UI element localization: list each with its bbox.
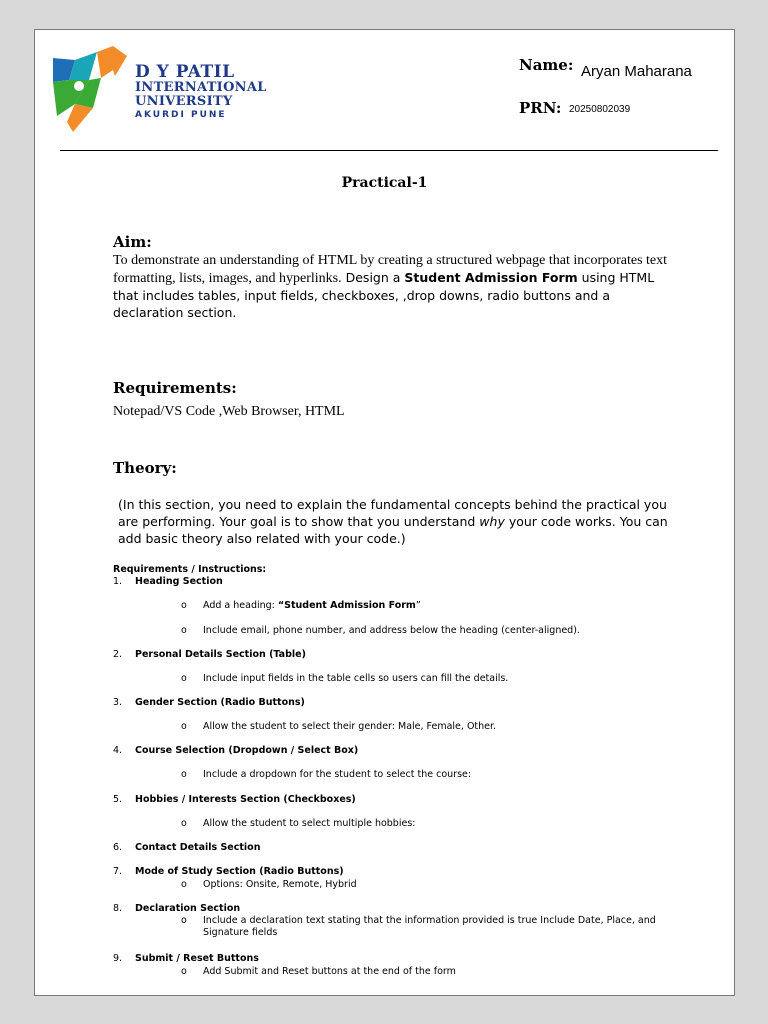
list-item-label: Contact Details Section (135, 842, 261, 853)
sub-item-text: Include a dropdown for the student to select the course: (203, 769, 472, 780)
list-item-number: 5. (113, 794, 123, 805)
bullet-icon: o (181, 966, 187, 977)
sub-list-item (181, 915, 673, 939)
sub-item-text: Add a heading: (203, 600, 278, 611)
aim-heading: Aim: (113, 233, 152, 251)
university-name-line2: INTERNATIONAL (135, 80, 267, 95)
list-item-number: 9. (113, 953, 123, 964)
aim-text-intro: To demonstrate an understanding of HTML by creating a structured webpage that incorporates text formatting, lists, images, and hyperlinks. (113, 253, 668, 286)
aim-text-part-b: using HTML that includes tables, input fields, checkboxes, ,drop downs, radio buttons and a declaration section. (113, 270, 655, 320)
sub-item-text: Include a declaration text stating that the information provided is true Include Date, Place, and Signature fields (203, 915, 656, 938)
list-item-number: 7. (113, 866, 123, 877)
sub-item-text: Add Submit and Reset buttons at the end of the form (203, 966, 456, 977)
list-item-number: 8. (113, 903, 123, 914)
instructions-list (113, 564, 673, 977)
bullet-icon: o (181, 721, 187, 732)
list-item (113, 842, 260, 854)
instructions-heading: Requirements / Instructions: (113, 564, 267, 575)
sub-list-item (181, 721, 651, 733)
sub-list-item (181, 600, 651, 612)
theory-text-part-b: your code works. You can add basic theory also related with your code.) (118, 514, 668, 546)
name-label: Name: (519, 56, 574, 74)
theory-text (118, 496, 678, 547)
list-item-label: Submit / Reset Buttons (135, 953, 259, 964)
list-item (113, 649, 306, 661)
prn-label: PRN: (519, 99, 562, 117)
requirements-text: Notepad/VS Code ,Web Browser, HTML (113, 404, 345, 419)
list-item-number: 2. (113, 649, 123, 660)
name-value: Aryan Maharana (581, 63, 692, 80)
list-item-label: Heading Section (135, 576, 223, 587)
university-name (135, 64, 267, 121)
sub-list-item (181, 879, 651, 891)
list-item-label: Gender Section (Radio Buttons) (135, 697, 305, 708)
practical-title: Practical-1 (341, 175, 428, 191)
bullet-icon: o (181, 769, 187, 780)
theory-text-part-a: (In this section, you need to explain the fundamental concepts behind the practical you are performing. Your goal is to show that you understand (118, 497, 667, 529)
theory-heading: Theory: (113, 459, 177, 477)
list-item-label: Mode of Study Section (Radio Buttons) (135, 866, 344, 877)
list-item-label: Personal Details Section (Table) (135, 649, 306, 660)
list-item (113, 576, 223, 588)
university-name-line3: UNIVERSITY (135, 94, 233, 109)
requirements-heading: Requirements: (113, 379, 237, 397)
list-item (113, 697, 305, 709)
university-logo (53, 46, 293, 136)
aim-text-part-a: Design a (341, 270, 405, 285)
theory-text-emphasis: why (479, 514, 505, 529)
list-item-label: Hobbies / Interests Section (Checkboxes) (135, 794, 356, 805)
sub-list-item (181, 818, 651, 830)
list-item (113, 953, 259, 965)
sub-item-text-end: ” (415, 600, 421, 611)
sub-list-item (181, 769, 651, 781)
list-item-number: 4. (113, 745, 123, 756)
list-item (113, 794, 356, 806)
university-location: AKURDI PUNE (135, 110, 227, 120)
sub-item-bold: “Student Admission Form (277, 600, 416, 611)
prn-value: 20250802039 (569, 104, 631, 115)
university-name-line1: D Y PATIL (135, 62, 235, 82)
bullet-icon: o (181, 673, 187, 684)
list-item-number: 3. (113, 697, 123, 708)
sub-item-text: Options: Onsite, Remote, Hybrid (203, 879, 357, 890)
sub-item-text: Allow the student to select multiple hobbies: (203, 818, 416, 829)
bullet-icon: o (181, 600, 187, 611)
sub-list-item (181, 625, 651, 637)
list-item-number: 1. (113, 576, 123, 587)
bullet-icon: o (181, 879, 187, 890)
document-page (34, 29, 735, 996)
sub-item-text: Allow the student to select their gender: Male, Female, Other. (203, 721, 497, 732)
list-item-label: Declaration Section (135, 903, 241, 914)
aim-text-bold: Student Admission Form (404, 270, 578, 285)
sub-item-text: Include email, phone number, and address below the heading (center-aligned). (203, 625, 580, 636)
list-item-number: 6. (113, 842, 123, 853)
sub-list-item (181, 673, 651, 685)
header-divider (60, 150, 718, 151)
list-item-label: Course Selection (Dropdown / Select Box) (135, 745, 359, 756)
list-item (113, 866, 344, 878)
list-item (113, 745, 358, 757)
bullet-icon: o (181, 818, 187, 829)
bullet-icon: o (181, 625, 187, 636)
sub-item-text: Include input fields in the table cells so users can fill the details. (203, 673, 509, 684)
aim-text (113, 251, 673, 321)
university-emblem-icon (53, 46, 129, 132)
bullet-icon: o (181, 915, 187, 926)
sub-list-item (181, 966, 651, 978)
list-item (113, 903, 240, 915)
